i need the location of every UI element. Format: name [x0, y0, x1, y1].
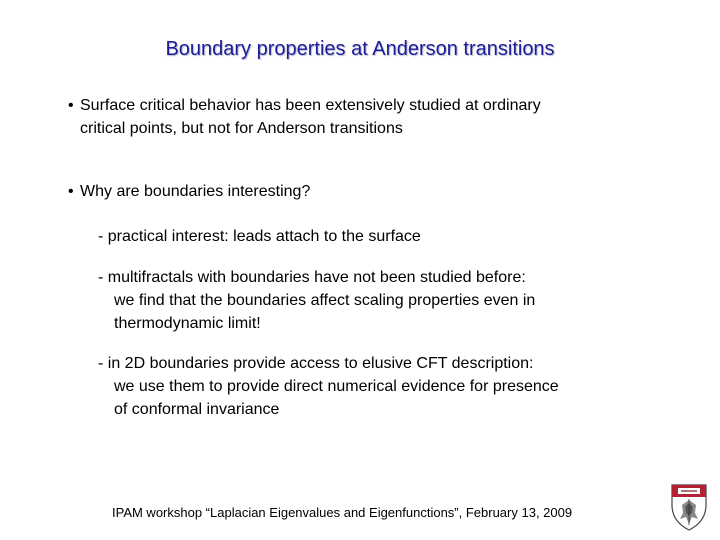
- bullet-dot-icon: •: [68, 183, 74, 200]
- bullet-dot-icon: •: [68, 97, 74, 114]
- sub-item-line: - multifractals with boundaries have not been studied before:: [98, 269, 526, 286]
- sub-item-line: we use them to provide direct numerical evidence for presence: [114, 378, 559, 395]
- sub-item-line: we find that the boundaries affect scaling properties even in: [114, 292, 536, 309]
- bullet-line: • Why are boundaries interesting?: [68, 180, 310, 203]
- sub-item-line: of conformal invariance: [114, 401, 280, 418]
- slide-footer: IPAM workshop “Laplacian Eigenvalues and Eigenfunctions”, February 13, 2009: [112, 505, 573, 520]
- sub-item-line: thermodynamic limit!: [114, 315, 261, 332]
- bullet-line: critical points, but not for Anderson transitions: [80, 120, 403, 137]
- bullet-line: • Surface critical behavior has been extensively studied at ordinary: [68, 94, 541, 117]
- sub-item-line: - practical interest: leads attach to the surface: [98, 228, 421, 245]
- sub-item-line: - in 2D boundaries provide access to elusive CFT description:: [98, 355, 534, 372]
- slide-title: Boundary properties at Anderson transitions: [165, 38, 555, 60]
- university-crest-icon: [669, 483, 709, 531]
